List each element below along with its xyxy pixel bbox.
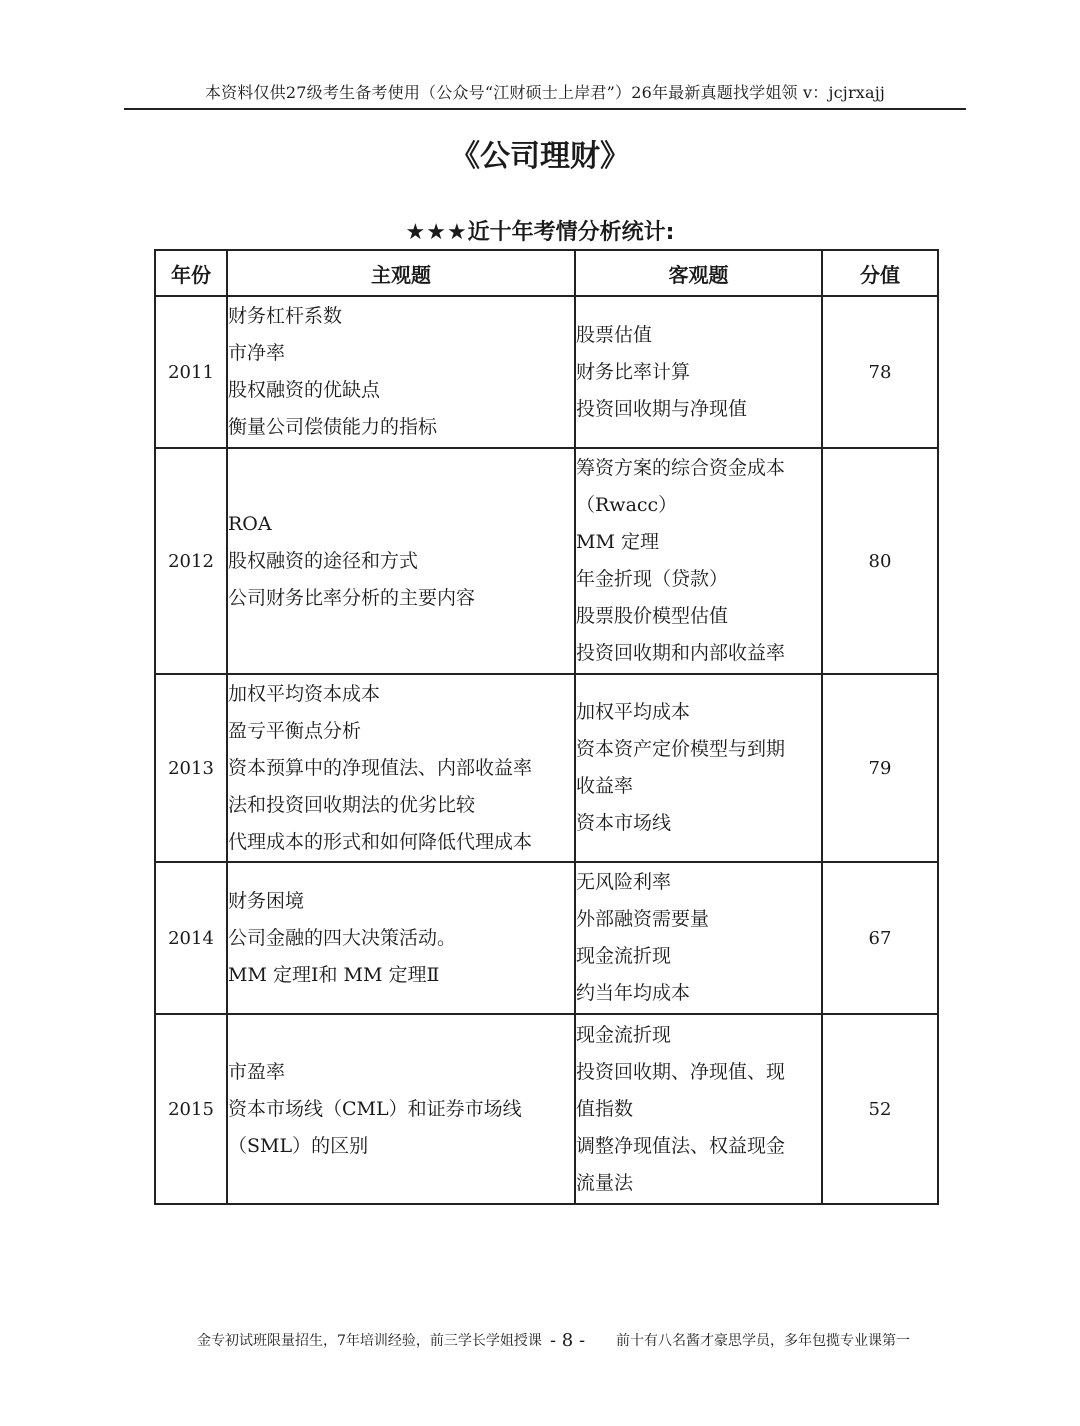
subjective-topic-list	[228, 883, 574, 994]
table-row	[155, 296, 938, 448]
objective-cell	[575, 1014, 822, 1204]
topic-item: 加权平均成本	[576, 701, 691, 723]
topic-item: 值指数	[576, 1097, 634, 1120]
subjective-cell	[227, 674, 575, 862]
topic-item: 财务困境	[228, 889, 305, 912]
exam-stats-table	[154, 249, 939, 1205]
topic-item: MM 定理Ⅰ和 MM 定理Ⅱ	[228, 963, 440, 986]
topic-item: 投资回收期、净现值、现	[576, 1060, 786, 1083]
year-cell: 2013	[155, 674, 227, 862]
subjective-cell	[227, 448, 575, 674]
topic-item: 财务杠杆系数	[228, 305, 343, 327]
topic-item: 投资回收期和内部收益率	[576, 642, 786, 664]
column-header-year: 年份	[155, 250, 227, 296]
table-row	[155, 674, 938, 862]
topic-item: （Rwacc）	[576, 494, 678, 516]
subjective-cell	[227, 1014, 575, 1204]
objective-topic-list	[576, 1017, 821, 1202]
topic-item: 资本市场线（CML）和证券市场线	[228, 1097, 522, 1120]
objective-topic-list	[576, 450, 821, 672]
table-body	[155, 296, 938, 1204]
star-rating-icon: ★★★	[405, 220, 468, 245]
year-cell: 2011	[155, 296, 227, 448]
objective-cell	[575, 296, 822, 448]
objective-topic-list	[576, 694, 821, 842]
column-header-score: 分值	[822, 250, 938, 296]
topic-item: 股票估值	[576, 323, 653, 346]
table-row	[155, 1014, 938, 1204]
table-row	[155, 862, 938, 1014]
topic-item: 财务比率计算	[576, 360, 691, 383]
topic-item: 代理成本的形式和如何降低代理成本	[228, 830, 533, 853]
page-header-text: 本资料仅供27级考生备考使用（公众号“江财硕士上岸君”）26年最新真题找学姐领 v：jcjrxajj	[204, 83, 886, 102]
topic-item: 资本资产定价模型与到期	[576, 738, 786, 760]
document-title: 《公司理财》	[450, 139, 630, 174]
column-header-objective: 客观题	[575, 250, 822, 296]
topic-item: 筹资方案的综合资金成本	[576, 457, 786, 479]
subjective-topic-list	[228, 676, 574, 861]
score-cell: 52	[822, 1014, 938, 1204]
table-header-row	[155, 250, 938, 296]
objective-cell	[575, 674, 822, 862]
section-title-text: 近十年考情分析统计:	[467, 220, 675, 245]
topic-item: ROA	[228, 512, 272, 535]
score-cell: 67	[822, 862, 938, 1014]
objective-topic-list	[576, 864, 821, 1012]
subjective-topic-list	[228, 506, 574, 617]
year-cell: 2015	[155, 1014, 227, 1204]
topic-item: 投资回收期与净现值	[576, 397, 748, 420]
footer-left-text: 金专初试班限量招生，7年培训经验，前三学长学姐授课	[197, 1333, 542, 1349]
topic-item: 法和投资回收期法的优劣比较	[228, 793, 476, 816]
topic-item: 股票股价模型估值	[576, 605, 729, 627]
subjective-cell	[227, 296, 575, 448]
column-header-subjective: 主观题	[227, 250, 575, 296]
topic-item: 公司金融的四大决策活动。	[228, 926, 457, 949]
subjective-topic-list	[228, 1054, 574, 1165]
topic-item: 市盈率	[228, 1060, 286, 1083]
topic-item: 盈亏平衡点分析	[228, 719, 362, 742]
topic-item: 流量法	[576, 1171, 634, 1194]
score-cell: 79	[822, 674, 938, 862]
year-cell: 2014	[155, 862, 227, 1014]
topic-item: 收益率	[576, 775, 634, 797]
table-row	[155, 448, 938, 674]
topic-item: 加权平均资本成本	[228, 682, 381, 705]
topic-item: 衡量公司偿债能力的指标	[228, 416, 438, 438]
score-cell: 80	[822, 448, 938, 674]
topic-item: 约当年均成本	[576, 982, 691, 1004]
footer-right-text: 前十有八名酱才豪思学员，多年包揽专业课第一	[616, 1333, 910, 1349]
topic-item: 无风险利率	[576, 871, 672, 893]
page-header	[124, 80, 966, 110]
topic-item: 股权融资的途径和方式	[228, 549, 419, 572]
section-title	[0, 216, 1080, 250]
topic-item: 现金流折现	[576, 1023, 672, 1046]
topic-item: 现金流折现	[576, 945, 672, 967]
subjective-cell	[227, 862, 575, 1014]
topic-item: 调整净现值法、权益现金	[576, 1134, 786, 1157]
topic-item: 市净率	[228, 342, 286, 364]
topic-item: 公司财务比率分析的主要内容	[228, 586, 476, 609]
topic-item: 外部融资需要量	[576, 908, 710, 930]
topic-item: 年金折现（贷款）	[576, 568, 729, 590]
objective-cell	[575, 448, 822, 674]
topic-item: 股权融资的优缺点	[228, 379, 381, 401]
topic-item: 资本市场线	[576, 812, 672, 834]
subjective-topic-list	[228, 298, 574, 446]
year-cell: 2012	[155, 448, 227, 674]
page-number: - 8 -	[550, 1330, 586, 1351]
score-cell: 78	[822, 296, 938, 448]
topic-item: （SML）的区别	[228, 1134, 369, 1157]
topic-item: 资本预算中的净现值法、内部收益率	[228, 756, 533, 779]
objective-cell	[575, 862, 822, 1014]
objective-topic-list	[576, 317, 821, 428]
topic-item: MM 定理	[576, 531, 659, 553]
